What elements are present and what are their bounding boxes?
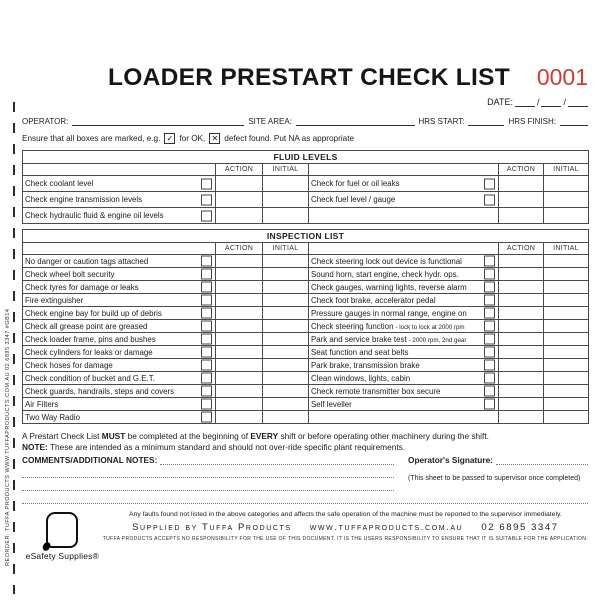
subheader-spacer bbox=[23, 164, 216, 176]
initial-cell[interactable] bbox=[263, 333, 309, 346]
comments-column bbox=[22, 454, 394, 491]
perforation-dashes bbox=[13, 102, 15, 594]
item-cell bbox=[309, 268, 499, 281]
item-cell bbox=[309, 372, 499, 385]
operator-label: OPERATOR: bbox=[22, 117, 69, 126]
item-note: - lock to lock at 2000 rpm bbox=[395, 323, 465, 331]
action-cell[interactable] bbox=[499, 281, 544, 294]
item-cell bbox=[309, 255, 499, 268]
initial-column-header: INITIAL bbox=[263, 243, 309, 255]
checklist-row bbox=[23, 294, 589, 307]
item-cell bbox=[309, 346, 499, 359]
item-label: Check steering lock out device is functional bbox=[311, 256, 462, 266]
item-cell bbox=[309, 385, 499, 398]
item-cell bbox=[23, 307, 216, 320]
item-cell bbox=[23, 359, 216, 372]
checkbox[interactable] bbox=[484, 399, 495, 410]
checklist-row bbox=[23, 385, 589, 398]
checklist-row bbox=[23, 176, 589, 192]
action-cell[interactable] bbox=[499, 398, 544, 411]
item-cell bbox=[309, 307, 499, 320]
supplier-website: www.tuffaproducts.com.au bbox=[309, 522, 464, 533]
initial-cell[interactable] bbox=[544, 346, 589, 359]
initial-cell[interactable] bbox=[263, 411, 309, 424]
item-cell bbox=[23, 281, 216, 294]
checkbox[interactable] bbox=[201, 360, 212, 371]
item-cell bbox=[309, 208, 499, 224]
hrs-finish-field[interactable] bbox=[560, 116, 588, 126]
checkbox[interactable] bbox=[201, 256, 212, 267]
item-label: No danger or caution tags attached bbox=[25, 256, 149, 266]
action-cell[interactable] bbox=[216, 385, 263, 398]
initial-cell[interactable] bbox=[544, 372, 589, 385]
initial-cell[interactable] bbox=[544, 333, 589, 346]
item-cell bbox=[23, 372, 216, 385]
action-cell[interactable] bbox=[216, 372, 263, 385]
checklist-row bbox=[23, 372, 589, 385]
item-cell bbox=[309, 411, 499, 424]
defect-checkbox-example-icon: ✕ bbox=[209, 133, 220, 144]
initial-cell[interactable] bbox=[263, 398, 309, 411]
action-cell[interactable] bbox=[216, 398, 263, 411]
date-slash: / bbox=[536, 97, 540, 107]
item-cell bbox=[23, 294, 216, 307]
item-label: Check hoses for damage bbox=[25, 360, 113, 370]
checkbox[interactable] bbox=[201, 321, 212, 332]
checkbox[interactable] bbox=[484, 321, 495, 332]
action-cell[interactable] bbox=[216, 176, 263, 192]
checkbox[interactable] bbox=[201, 308, 212, 319]
checklist-row bbox=[23, 192, 589, 208]
initial-cell[interactable] bbox=[263, 255, 309, 268]
checklist-row bbox=[23, 255, 589, 268]
note-text: be completed at the beginning of bbox=[127, 431, 249, 441]
item-label: Check wheel bolt security bbox=[25, 269, 115, 279]
site-area-label: SITE AREA: bbox=[248, 117, 292, 126]
item-label: Check foot brake, accelerator pedal bbox=[311, 295, 436, 305]
item-cell bbox=[23, 192, 216, 208]
supplier-phone: 02 6895 3347 bbox=[481, 522, 559, 533]
checkbox[interactable] bbox=[484, 269, 495, 280]
instructions-defect-suffix: defect found. Put NA as appropriate bbox=[224, 134, 355, 143]
instructions-ok-suffix: for OK, bbox=[179, 134, 206, 143]
item-cell bbox=[309, 359, 499, 372]
esafety-logo-text: eSafety Supplies® bbox=[25, 551, 100, 561]
initial-cell[interactable] bbox=[263, 281, 309, 294]
inspection-list-title: INSPECTION LIST bbox=[23, 230, 589, 243]
subheader-spacer bbox=[309, 243, 499, 255]
action-cell[interactable] bbox=[216, 411, 263, 424]
page-title: LOADER PRESTART CHECK LIST bbox=[108, 64, 511, 91]
item-label: Check hydraulic fluid & engine oil levels bbox=[25, 211, 164, 220]
action-cell[interactable] bbox=[499, 307, 544, 320]
note-emphasis: EVERY bbox=[250, 431, 279, 441]
supplier-line bbox=[103, 522, 588, 533]
item-cell bbox=[309, 176, 499, 192]
checkbox[interactable] bbox=[484, 334, 495, 345]
operator-field[interactable] bbox=[72, 116, 244, 126]
checkbox[interactable] bbox=[201, 210, 212, 221]
subheader-spacer bbox=[309, 164, 499, 176]
checkbox[interactable] bbox=[484, 282, 495, 293]
supplied-by-text: Supplied by Tuffa Products bbox=[132, 522, 292, 533]
form-serial-number: 0001 bbox=[536, 64, 588, 90]
initial-cell[interactable] bbox=[263, 320, 309, 333]
item-label: Park and service brake test bbox=[311, 334, 407, 344]
action-column-header: ACTION bbox=[499, 243, 544, 255]
action-cell[interactable] bbox=[216, 268, 263, 281]
title-row bbox=[22, 64, 588, 92]
checklist-row bbox=[23, 281, 589, 294]
table-subheader-row bbox=[23, 164, 589, 176]
hrs-start-field[interactable] bbox=[468, 116, 504, 126]
footnotes bbox=[22, 431, 588, 453]
table-title-row bbox=[23, 151, 589, 164]
item-label: Check steering function bbox=[311, 321, 394, 331]
signature-column bbox=[394, 454, 588, 491]
checkbox[interactable] bbox=[201, 373, 212, 384]
item-label: Check gauges, warning lights, reverse alarm bbox=[311, 282, 467, 292]
checklist-row bbox=[23, 398, 589, 411]
item-label: Self leveller bbox=[311, 399, 352, 409]
action-cell[interactable] bbox=[216, 333, 263, 346]
subheader-spacer bbox=[23, 243, 216, 255]
item-cell bbox=[23, 176, 216, 192]
note-text: shift or before operating other machinery during the shift. bbox=[280, 431, 489, 441]
initial-cell[interactable] bbox=[263, 268, 309, 281]
comments-label: COMMENTS/ADDITIONAL NOTES: bbox=[22, 455, 158, 465]
initial-cell[interactable] bbox=[263, 307, 309, 320]
action-cell[interactable] bbox=[216, 359, 263, 372]
action-cell[interactable] bbox=[499, 255, 544, 268]
action-cell[interactable] bbox=[499, 372, 544, 385]
action-column-header: ACTION bbox=[216, 164, 263, 176]
checkbox[interactable] bbox=[201, 295, 212, 306]
item-label: Park brake, transmission brake bbox=[311, 360, 420, 370]
site-area-field[interactable] bbox=[296, 116, 415, 126]
header-fields-row bbox=[22, 116, 588, 126]
item-label: Seat function and seat belts bbox=[311, 347, 409, 357]
disclaimer-text: TUFFA PRODUCTS ACCEPTS NO RESPONSIBILITY FOR THE USE OF THIS DOCUMENT. IT IS THE USERS RESPONSIBILITY TO ENSURE THAT IT IS SUITABLE FOR THE APPLICATION. bbox=[102, 536, 588, 542]
checkbox[interactable] bbox=[201, 282, 212, 293]
checkbox[interactable] bbox=[484, 194, 495, 205]
action-cell[interactable] bbox=[216, 307, 263, 320]
item-cell bbox=[23, 398, 216, 411]
initial-cell[interactable] bbox=[544, 192, 589, 208]
item-label: Check condition of bucket and G.E.T. bbox=[25, 373, 155, 383]
item-cell bbox=[23, 208, 216, 224]
checklist-row bbox=[23, 359, 589, 372]
checkbox[interactable] bbox=[484, 360, 495, 371]
instructions-prefix: Ensure that all boxes are marked, e.g. bbox=[22, 134, 161, 143]
action-cell[interactable] bbox=[499, 411, 544, 424]
item-cell bbox=[309, 294, 499, 307]
initial-cell[interactable] bbox=[544, 320, 589, 333]
note-text: These are intended as a minimum standard and should not over-ride specific plant requirements. bbox=[49, 442, 406, 452]
action-column-header: ACTION bbox=[499, 164, 544, 176]
hrs-start-label: HRS START: bbox=[418, 117, 465, 126]
checkbox[interactable] bbox=[201, 399, 212, 410]
date-month-field[interactable] bbox=[541, 97, 561, 107]
action-cell[interactable] bbox=[499, 333, 544, 346]
marking-instructions bbox=[22, 133, 588, 144]
checkbox[interactable] bbox=[201, 386, 212, 397]
item-cell bbox=[309, 333, 499, 346]
item-label: Check fuel level / gauge bbox=[311, 195, 396, 204]
initial-cell[interactable] bbox=[544, 411, 589, 424]
comments-field[interactable] bbox=[22, 465, 394, 478]
item-label: Pressure gauges in normal range, engine on bbox=[311, 308, 467, 318]
item-cell bbox=[23, 385, 216, 398]
item-cell bbox=[23, 346, 216, 359]
item-cell bbox=[23, 255, 216, 268]
item-label: Check loader frame, pins and bushes bbox=[25, 334, 156, 344]
ok-checkbox-example-icon: ✓ bbox=[164, 133, 175, 144]
checklist-row bbox=[23, 268, 589, 281]
action-cell[interactable] bbox=[216, 294, 263, 307]
comments-lead-row bbox=[22, 454, 394, 465]
initial-cell[interactable] bbox=[544, 281, 589, 294]
checklist-row bbox=[23, 333, 589, 346]
item-label: Check tyres for damage or leaks bbox=[25, 282, 139, 292]
initial-cell[interactable] bbox=[544, 359, 589, 372]
item-label: Check cylinders for leaks or damage bbox=[25, 347, 153, 357]
initial-cell[interactable] bbox=[263, 294, 309, 307]
action-cell[interactable] bbox=[499, 176, 544, 192]
fluid-levels-table bbox=[22, 150, 589, 224]
item-label: Two Way Radio bbox=[25, 412, 80, 422]
item-cell bbox=[309, 320, 499, 333]
item-label: Check all grease point are greased bbox=[25, 321, 148, 331]
item-label: Check engine bay for build up of debris bbox=[25, 308, 162, 318]
checklist-row bbox=[23, 307, 589, 320]
checklist-row bbox=[23, 208, 589, 224]
item-cell bbox=[23, 320, 216, 333]
initial-cell[interactable] bbox=[544, 176, 589, 192]
date-day-field[interactable] bbox=[515, 97, 535, 107]
comments-field[interactable] bbox=[22, 491, 588, 504]
item-cell bbox=[23, 411, 216, 424]
initial-cell[interactable] bbox=[544, 268, 589, 281]
item-label: Check coolant level bbox=[25, 179, 94, 188]
initial-cell[interactable] bbox=[544, 398, 589, 411]
item-label: Check remote transmitter box secure bbox=[311, 386, 441, 396]
checkbox[interactable] bbox=[484, 256, 495, 267]
initial-cell[interactable] bbox=[544, 255, 589, 268]
item-label: Check for fuel or oil leaks bbox=[311, 179, 400, 188]
checkbox[interactable] bbox=[484, 347, 495, 358]
date-year-field[interactable] bbox=[568, 97, 588, 107]
action-cell[interactable] bbox=[499, 385, 544, 398]
esafety-logo-icon bbox=[46, 512, 78, 548]
item-cell bbox=[309, 398, 499, 411]
shift-note bbox=[22, 431, 588, 442]
item-label: Clean windows, lights, cabin bbox=[311, 373, 411, 383]
supervisor-note: (This sheet to be passed to supervisor once completed) bbox=[408, 475, 581, 482]
checkbox[interactable] bbox=[201, 178, 212, 189]
action-cell[interactable] bbox=[499, 346, 544, 359]
initial-cell[interactable] bbox=[544, 208, 589, 224]
footer bbox=[22, 511, 588, 561]
date-slash: / bbox=[563, 97, 566, 107]
action-cell[interactable] bbox=[216, 255, 263, 268]
action-cell[interactable] bbox=[499, 268, 544, 281]
item-cell bbox=[309, 281, 499, 294]
date-row bbox=[22, 97, 588, 107]
checklist-row bbox=[23, 346, 589, 359]
action-cell[interactable] bbox=[499, 359, 544, 372]
checkbox[interactable] bbox=[484, 295, 495, 306]
operator-signature-label: Operator's Signature: bbox=[408, 455, 493, 465]
initial-cell[interactable] bbox=[544, 307, 589, 320]
initial-cell[interactable] bbox=[544, 294, 589, 307]
action-cell[interactable] bbox=[499, 208, 544, 224]
item-cell bbox=[23, 333, 216, 346]
standard-note bbox=[22, 442, 588, 453]
item-label: Sound horn, start engine, check hydr. ops. bbox=[311, 269, 459, 279]
date-label: DATE: bbox=[487, 97, 513, 107]
initial-cell[interactable] bbox=[263, 192, 309, 208]
faults-note: Any faults found not listed in the above categories and affects the safe operation of the machine must be reported to the supervisor immediately. bbox=[129, 511, 562, 518]
signature-lead-row bbox=[408, 454, 588, 465]
note-emphasis: MUST bbox=[101, 431, 126, 441]
checkbox[interactable] bbox=[201, 347, 212, 358]
action-cell[interactable] bbox=[216, 320, 263, 333]
item-label: Fire extinguisher bbox=[25, 295, 84, 305]
comments-field[interactable] bbox=[22, 478, 394, 491]
action-cell[interactable] bbox=[499, 320, 544, 333]
item-label: Air Filters bbox=[25, 399, 59, 409]
checkbox[interactable] bbox=[201, 269, 212, 280]
checkbox[interactable] bbox=[484, 308, 495, 319]
reorder-side-text: REORDER: TUFFA PRODUCTS WWW.TUFFAPRODUCTS.COM.AU 02 6895 3347 #GB14 bbox=[5, 308, 11, 566]
item-label: Check engine transmission levels bbox=[25, 195, 143, 204]
item-note: - 2000 rpm, 2nd gear bbox=[408, 336, 467, 344]
action-cell[interactable] bbox=[216, 346, 263, 359]
checkbox[interactable] bbox=[201, 412, 212, 423]
initial-cell[interactable] bbox=[263, 208, 309, 224]
inspection-list-table bbox=[22, 229, 589, 424]
form-sheet bbox=[22, 64, 588, 561]
initial-cell[interactable] bbox=[544, 385, 589, 398]
table-title-row bbox=[23, 230, 589, 243]
note-label: NOTE: bbox=[22, 442, 48, 452]
item-cell bbox=[309, 192, 499, 208]
checklist-row bbox=[23, 320, 589, 333]
fluid-levels-title: FLUID LEVELS bbox=[23, 151, 589, 164]
checkbox[interactable] bbox=[484, 386, 495, 397]
initial-column-header: INITIAL bbox=[544, 243, 589, 255]
item-label: Check guards, handrails, steps and covers bbox=[25, 386, 175, 396]
initial-column-header: INITIAL bbox=[263, 164, 309, 176]
action-cell[interactable] bbox=[499, 192, 544, 208]
footer-text-block bbox=[103, 511, 588, 561]
item-cell bbox=[23, 268, 216, 281]
checklist-row bbox=[23, 411, 589, 424]
action-cell[interactable] bbox=[499, 294, 544, 307]
note-text: A Prestart Check List bbox=[22, 431, 100, 441]
initial-cell[interactable] bbox=[263, 385, 309, 398]
initial-cell[interactable] bbox=[263, 359, 309, 372]
action-cell[interactable] bbox=[216, 192, 263, 208]
esafety-logo bbox=[22, 511, 103, 561]
comments-section bbox=[22, 454, 588, 491]
initial-cell[interactable] bbox=[263, 346, 309, 359]
checkbox[interactable] bbox=[484, 178, 495, 189]
operator-signature-field[interactable] bbox=[496, 454, 588, 465]
action-cell[interactable] bbox=[216, 281, 263, 294]
initial-column-header: INITIAL bbox=[544, 164, 589, 176]
action-column-header: ACTION bbox=[216, 243, 263, 255]
initial-cell[interactable] bbox=[263, 372, 309, 385]
comments-field[interactable] bbox=[160, 454, 394, 465]
action-cell[interactable] bbox=[216, 208, 263, 224]
checkbox[interactable] bbox=[484, 373, 495, 384]
hrs-finish-label: HRS FINISH: bbox=[508, 117, 556, 126]
checkbox[interactable] bbox=[201, 194, 212, 205]
checkbox[interactable] bbox=[201, 334, 212, 345]
table-subheader-row bbox=[23, 243, 589, 255]
initial-cell[interactable] bbox=[263, 176, 309, 192]
